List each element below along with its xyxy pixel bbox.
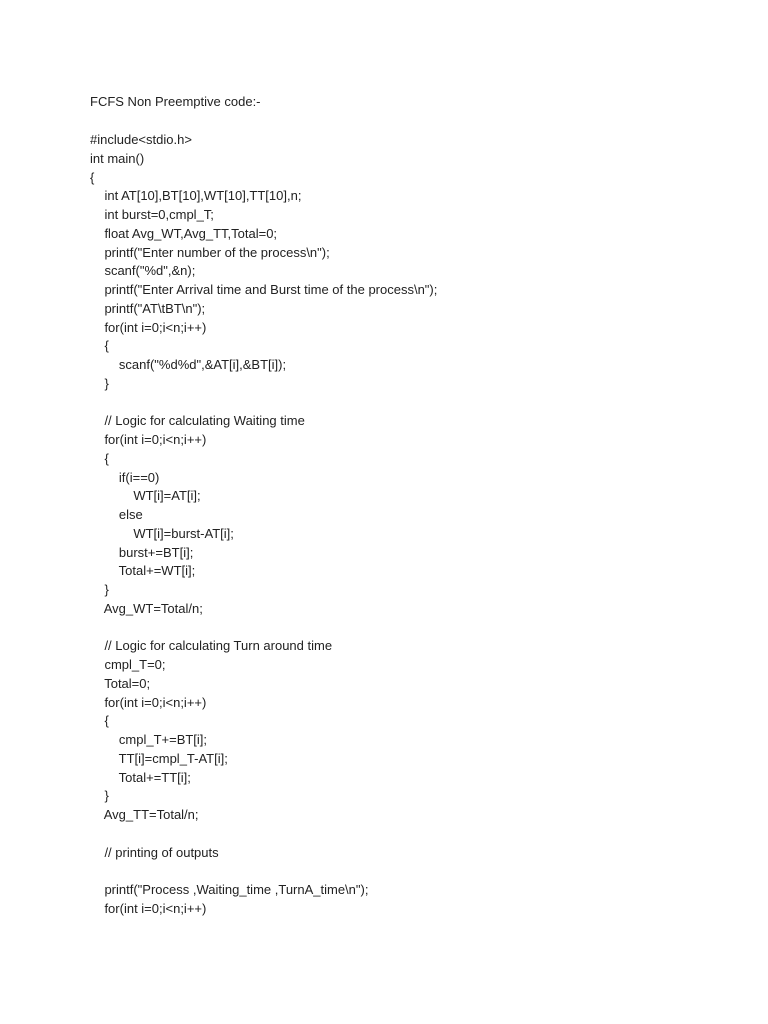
code-line xyxy=(90,825,730,844)
code-line: else xyxy=(90,507,143,522)
code-line: // printing of outputs xyxy=(90,844,219,860)
code-line: for(int i=0;i<n;i++) xyxy=(90,900,207,916)
code-line: WT[i]=burst-AT[i]; xyxy=(90,525,234,541)
code-line: Total=0; xyxy=(90,675,151,691)
code-line: cmpl_T=0; xyxy=(90,657,166,672)
code-line: scanf("%d%d",&AT[i],&BT[i]); xyxy=(90,357,287,372)
code-line: printf("Enter number of the process\n"); xyxy=(90,244,330,260)
code-line: cmpl_T+=BT[i]; xyxy=(90,732,208,747)
code-line: Avg_TT=Total/n; xyxy=(90,807,199,822)
code-line: float Avg_WT,Avg_TT,Total=0; xyxy=(90,225,278,241)
code-line: { xyxy=(90,450,109,466)
code-line: } xyxy=(90,375,109,391)
code-line: Total+=WT[i]; xyxy=(90,563,196,579)
code-line: // Logic for calculating Turn around time xyxy=(90,638,333,654)
code-line: TT[i]=cmpl_T-AT[i]; xyxy=(90,750,228,766)
code-line: for(int i=0;i<n;i++) xyxy=(90,694,207,710)
code-block xyxy=(90,131,730,919)
code-line: printf("Process ,Waiting_time ,TurnA_time\n"); xyxy=(90,882,369,897)
code-line: WT[i]=AT[i]; xyxy=(90,488,201,504)
document-title: FCFS Non Preemptive code:- xyxy=(90,94,261,109)
code-line: #include<stdio.h> xyxy=(90,132,192,147)
code-line: int AT[10],BT[10],WT[10],TT[10],n; xyxy=(90,188,302,204)
code-line: { xyxy=(90,338,109,354)
code-line: { xyxy=(90,169,95,185)
code-line: printf("Enter Arrival time and Burst time of the process\n"); xyxy=(90,282,438,297)
code-line: printf("AT\tBT\n"); xyxy=(90,300,206,316)
code-line: if(i==0) xyxy=(90,469,160,485)
code-line: int main() xyxy=(90,150,145,166)
code-line xyxy=(90,394,730,413)
code-line: for(int i=0;i<n;i++) xyxy=(90,432,207,447)
code-line: Total+=TT[i]; xyxy=(90,769,191,785)
code-line: int burst=0,cmpl_T; xyxy=(90,207,214,222)
code-line: } xyxy=(90,582,109,597)
code-line: // Logic for calculating Waiting time xyxy=(90,413,305,429)
code-line: { xyxy=(90,713,109,729)
code-line xyxy=(90,862,730,881)
code-line: scanf("%d",&n); xyxy=(90,263,196,279)
code-line xyxy=(90,619,730,638)
code-line: burst+=BT[i]; xyxy=(90,544,194,560)
code-line: } xyxy=(90,788,109,804)
code-line: Avg_WT=Total/n; xyxy=(90,600,203,616)
code-line: for(int i=0;i<n;i++) xyxy=(90,319,207,335)
